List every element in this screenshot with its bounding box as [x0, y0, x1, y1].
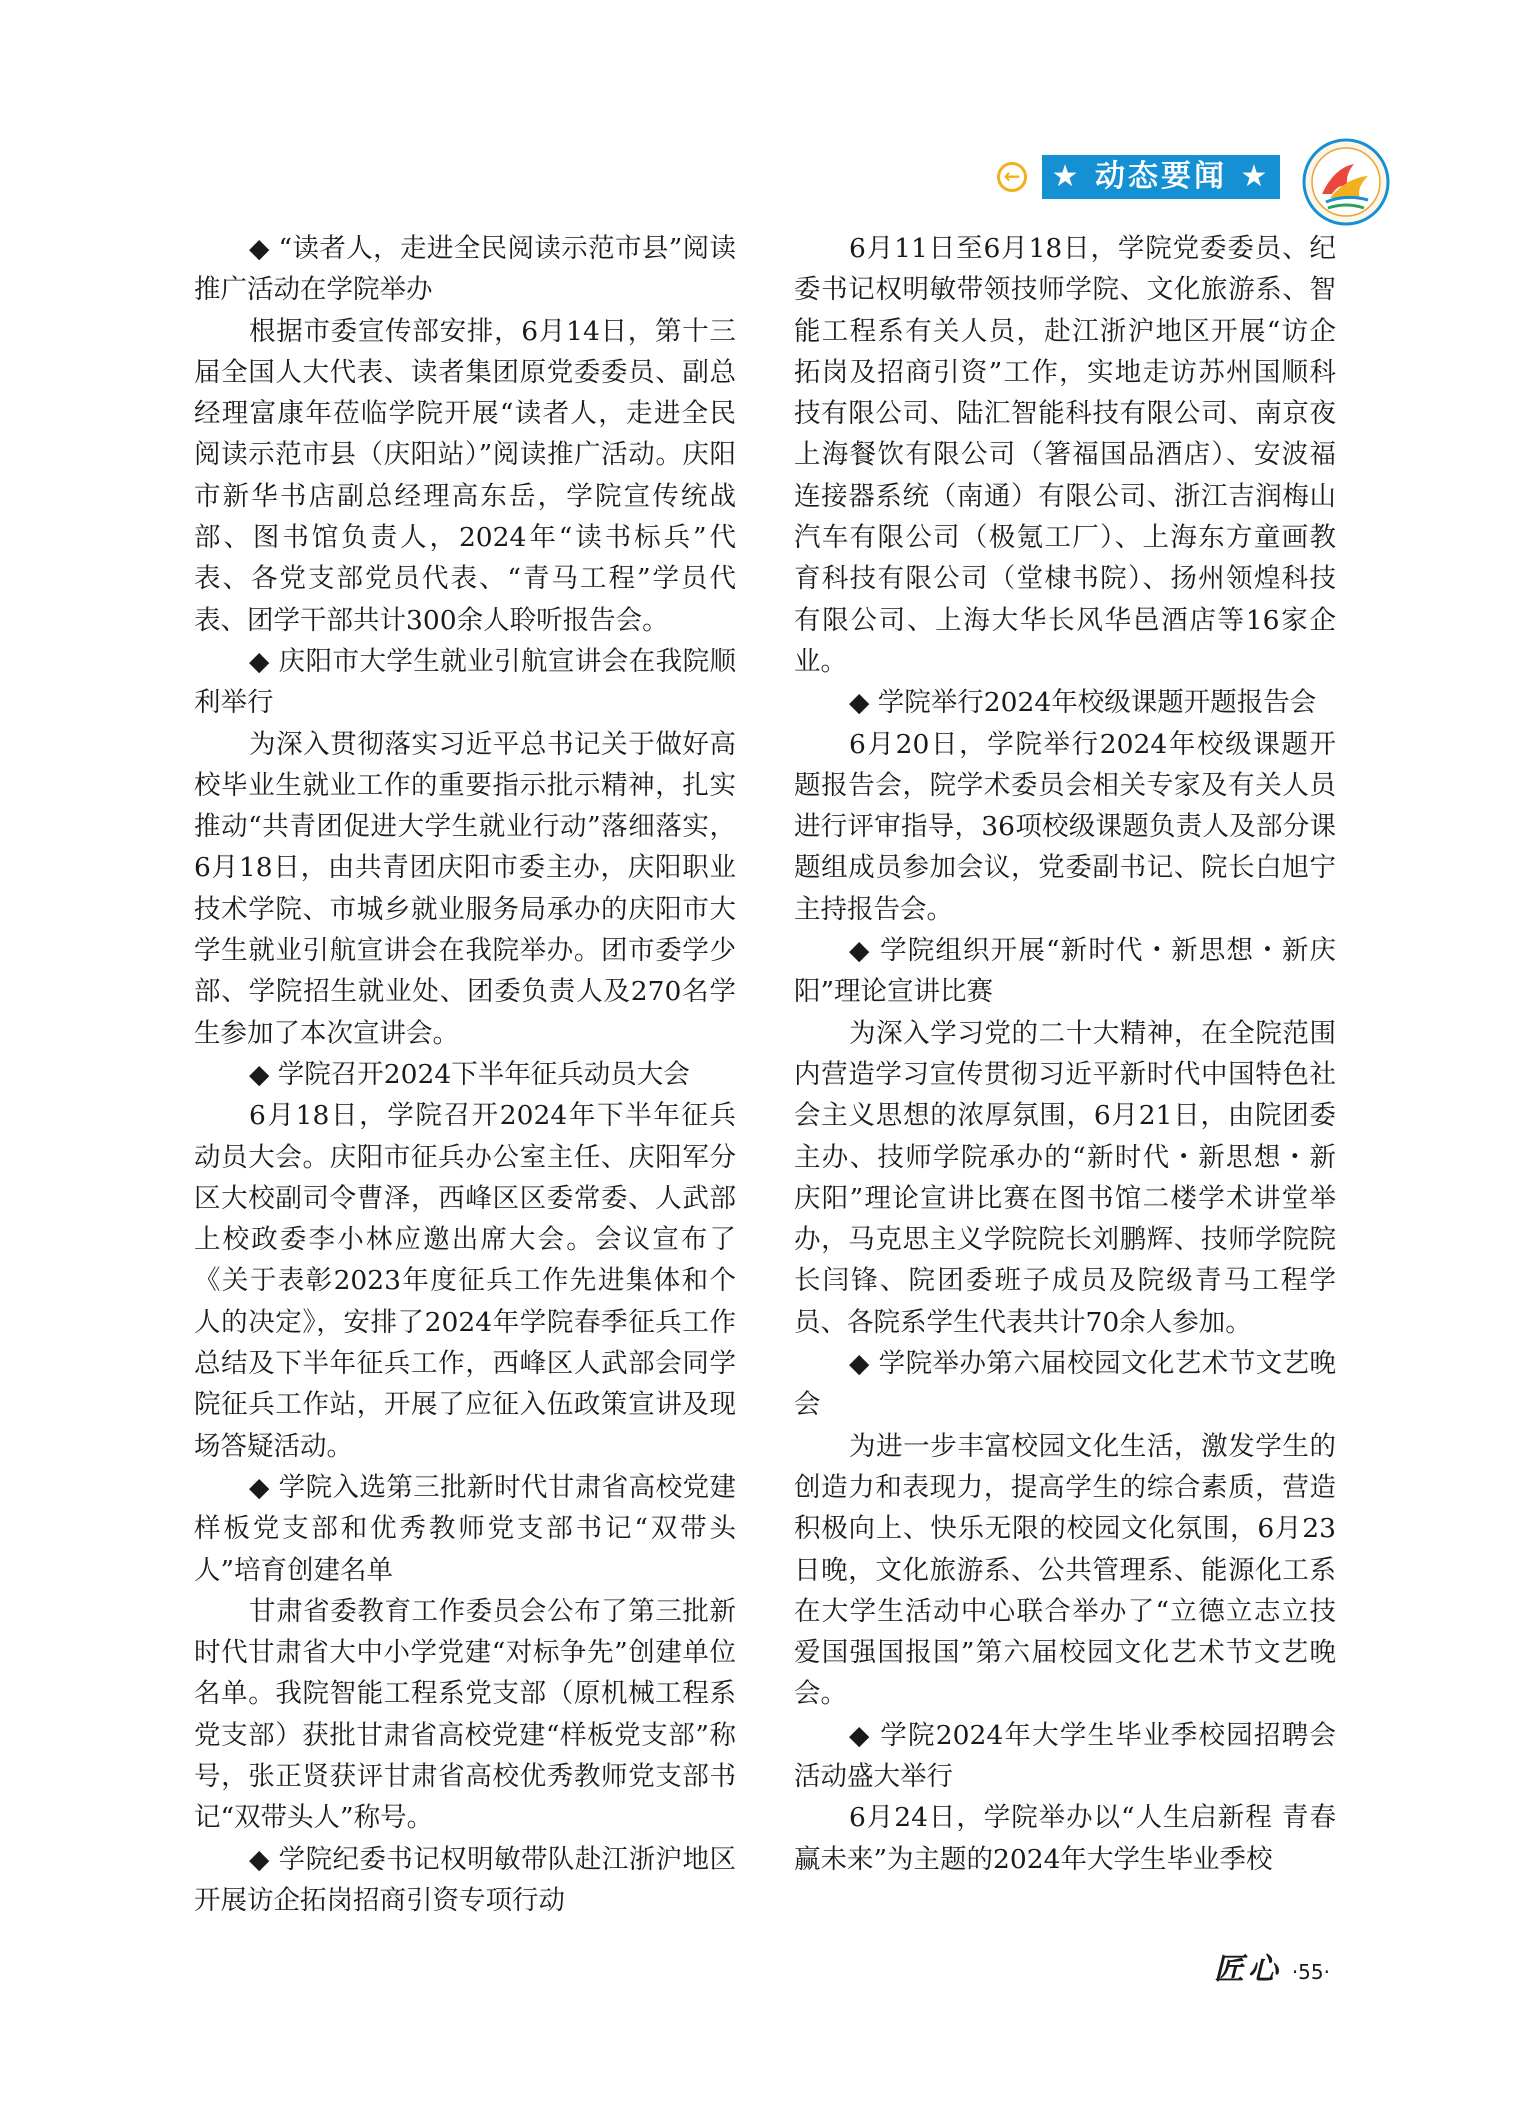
section-title: ★ 动态要闻 ★	[1042, 155, 1280, 199]
news-headline: ◆ 学院入选第三批新时代甘肃省高校党建样板党支部和优秀教师党支部书记“双带头人”培育创建名单	[194, 1471, 736, 1586]
news-body: 为进一步丰富校园文化生活，激发学生的创造力和表现力，提高学生的综合素质，营造积极向上、快乐无限的校园文化氛围，6月23日晚，文化旅游系、公共管理系、能源化工系在大学生活动中心联合举办了“立德立志立技爱国强国报国”第六届校园文化艺术节文艺晚会。	[794, 1430, 1336, 1710]
left-column	[194, 228, 736, 1921]
news-body: 6月18日，学院召开2024年下半年征兵动员大会。庆阳市征兵办公室主任、庆阳军分区大校副司令曹泽，西峰区区委常委、人武部上校政委李小林应邀出席大会。会议宣布了《关于表彰2023年度征兵工作先进集体和个人的决定》，安排了2024年学院春季征兵工作总结及下半年征兵工作，西峰区人武部会同学院征兵工作站，开展了应征入伍政策宣讲及现场答疑活动。	[194, 1100, 736, 1462]
news-headline: ◆ 学院举办第六届校园文化艺术节文艺晚会	[794, 1348, 1336, 1421]
right-column	[794, 228, 1336, 1880]
news-headline: ◆ 庆阳市大学生就业引航宣讲会在我院顺利举行	[194, 645, 736, 719]
news-headline: ◆ 学院组织开展“新时代・新思想・新庆阳”理论宣讲比赛	[794, 935, 1336, 1008]
news-headline: ◆ 学院纪委书记权明敏带队赴江浙沪地区开展访企拓岗招商引资专项行动	[194, 1843, 736, 1916]
arrow-left-circle-icon[interactable]: ←	[997, 162, 1027, 192]
magazine-name: 匠心	[1213, 1952, 1282, 1987]
news-body: 为深入贯彻落实习近平总书记关于做好高校毕业生就业工作的重要指示批示精神，扎实推动“共青团促进大学生就业行动”落细落实，6月18日，由共青团庆阳市委主办，庆阳职业技术学院、市城乡就业服务局承办的庆阳市大学生就业引航宣讲会在我院举办。团市委学少部、学院招生就业处、团委负责人及270名学生参加了本次宣讲会。	[194, 728, 736, 1049]
news-headline: ◆ “读者人，走进全民阅读示范市县”阅读推广活动在学院举办	[194, 233, 736, 306]
news-body: 甘肃省委教育工作委员会公布了第三批新时代甘肃省大中小学党建“对标争先”创建单位名单。我院智能工程系党支部（原机械工程系党支部）获批甘肃省高校党建“样板党支部”称号，张正贤获评甘肃省高校优秀教师党支部书记“双带头人”称号。	[194, 1595, 736, 1834]
news-headline: ◆ 学院举行2024年校级课题开题报告会	[849, 687, 1317, 719]
news-headline: ◆ 学院2024年大学生毕业季校园招聘会活动盛大举行	[794, 1719, 1336, 1792]
news-body: 根据市委宣传部安排，6月14日，第十三届全国人大代表、读者集团原党委委员、副总经理富康年莅临学院开展“读者人，走进全民阅读示范市县（庆阳站）”阅读推广活动。庆阳市新华书店副总经理高东岳，学院宣传统战部、图书馆负责人，2024年“读书标兵”代表、各党支部党员代表、“青马工程”学员代表、团学干部共计300余人聆听报告会。	[194, 315, 736, 636]
news-body: 为深入学习党的二十大精神，在全院范围内营造学习宣传贯彻习近平新时代中国特色社会主义思想的浓厚氛围，6月21日，由院团委主办、技师学院承办的“新时代・新思想・新庆阳”理论宣讲比赛在图书馆二楼学术讲堂举办，马克思主义学院院长刘鹏辉、技师学院院长闫锋、院团委班子成员及院级青马工程学员、各院系学生代表共计70余人参加。	[794, 1017, 1336, 1338]
page-footer	[1150, 1944, 1330, 1987]
news-headline: ◆ 学院召开2024下半年征兵动员大会	[249, 1058, 690, 1090]
news-body: 6月24日，学院举办以“人生启新程 青春赢未来”为主题的2024年大学生毕业季校	[794, 1802, 1336, 1875]
news-body: 6月11日至6月18日，学院党委委员、纪委书记权明敏带领技师学院、文化旅游系、智能工程系有关人员，赴江浙沪地区开展“访企拓岗及招商引资”工作，实地走访苏州国顺科技有限公司、陆汇智能科技有限公司、南京夜上海餐饮有限公司（箸福国品酒店）、安波福连接器系统（南通）有限公司、浙江吉润梅山汽车有限公司（极氪工厂）、上海东方童画教育科技有限公司（堂棣书院）、扬州领煌科技有限公司、上海大华长风华邑酒店等16家企业。	[794, 233, 1336, 677]
page-number: ·55·	[1291, 1960, 1330, 1984]
news-body: 6月20日，学院举行2024年校级课题开题报告会，院学术委员会相关专家及有关人员进行评审指导，36项校级课题负责人及部分课题组成员参加会议，党委副书记、院长白旭宁主持报告会。	[794, 728, 1336, 925]
college-logo-icon	[1302, 138, 1390, 226]
